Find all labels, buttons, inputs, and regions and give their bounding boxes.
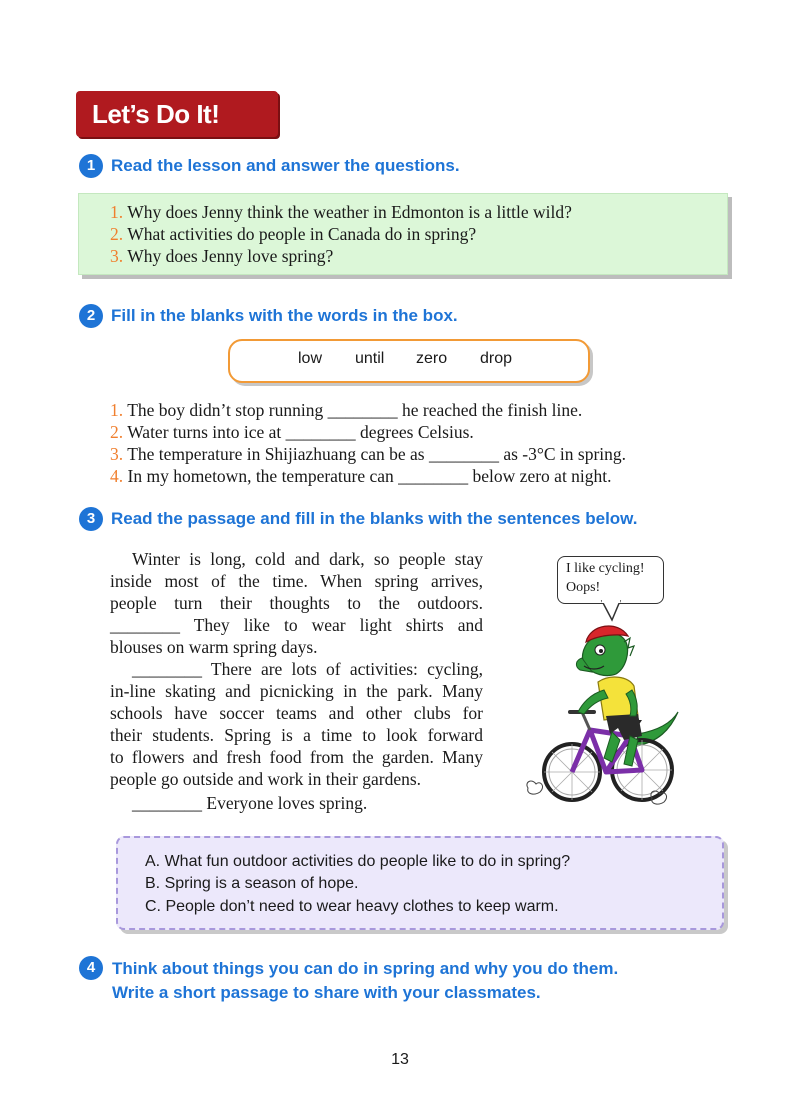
fill-item-1: [110, 399, 582, 421]
word-until: until: [355, 350, 385, 367]
question-number: 2.: [110, 224, 124, 244]
section-3-heading: Read the passage and fill in the blanks with the sentences below.: [111, 509, 638, 528]
fill-item-2: [110, 421, 474, 443]
passage-line: blouses on warm spring days.: [110, 637, 318, 657]
page-title: Let’s Do It!: [92, 99, 220, 129]
question-2: [110, 223, 476, 245]
item-number: 4.: [110, 466, 124, 486]
option-a: A. What fun outdoor activities do people like to do in spring?: [145, 853, 571, 870]
bubble-line-2: Oops!: [566, 580, 601, 595]
section-4-heading-line-1: Think about things you can do in spring and why you do them.: [112, 959, 619, 978]
word-box: [228, 339, 590, 383]
passage-line: people go outside and work in their gardens.: [110, 769, 422, 789]
section-3-number: 3: [79, 507, 103, 531]
page-number: 13: [391, 1051, 409, 1068]
item-number: 1.: [110, 400, 124, 420]
passage-line: people turn their thoughts to the outdoors.: [110, 593, 483, 613]
item-number: 2.: [110, 422, 124, 442]
passage-line: in-line skating and picnicking in the park. Many: [110, 681, 483, 701]
passage-line: ________ There are lots of activities: cycling,: [132, 659, 483, 679]
section-2-heading: Fill in the blanks with the words in the box.: [111, 306, 458, 325]
question-text: What activities do people in Canada do in spring?: [127, 224, 477, 244]
item-text: The boy didn’t stop running ________ he reached the finish line.: [127, 400, 583, 420]
item-number: 3.: [110, 444, 124, 464]
passage-line: ________ Everyone loves spring.: [132, 793, 368, 813]
fill-item-4: [110, 465, 612, 487]
item-text: Water turns into ice at ________ degrees Celsius.: [127, 422, 474, 442]
cycling-dinosaur-illustration: [520, 612, 680, 812]
passage-line: to flowers and fresh food from the garden. Many: [110, 747, 483, 767]
question-3: [110, 245, 333, 267]
word-low: low: [298, 350, 323, 367]
word-zero: zero: [416, 350, 448, 367]
item-text: In my hometown, the temperature can ________ below zero at night.: [127, 466, 612, 486]
passage-line: ________ They like to wear light shirts and: [110, 615, 483, 635]
section-4-heading-line-2: Write a short passage to share with your classmates.: [112, 983, 541, 1002]
question-text: Why does Jenny think the weather in Edmonton is a little wild?: [127, 202, 572, 222]
section-1-heading: Read the lesson and answer the questions.: [111, 156, 460, 175]
option-b: B. Spring is a season of hope.: [145, 875, 359, 892]
question-number: 3.: [110, 246, 124, 266]
bubble-line-1: I like cycling!: [566, 561, 645, 576]
question-1: [110, 201, 572, 223]
section-2-number: 2: [79, 304, 103, 328]
passage-line: Winter is long, cold and dark, so people stay: [132, 549, 483, 569]
question-text: Why does Jenny love spring?: [127, 246, 334, 266]
question-number: 1.: [110, 202, 124, 222]
section-4-number: 4: [79, 956, 103, 980]
word-drop: drop: [480, 350, 513, 367]
passage-line: their students. Spring is a time to look forward: [110, 725, 483, 745]
passage-line: inside most of the time. When spring arrives,: [110, 571, 483, 591]
option-c: C. People don’t need to wear heavy clothes to keep warm.: [145, 898, 559, 915]
item-text: The temperature in Shijiazhuang can be as ________ as -3°C in spring.: [127, 444, 627, 464]
section-1-number: 1: [79, 154, 103, 178]
passage-line: schools have soccer teams and other clubs for: [110, 703, 483, 723]
fill-item-3: [110, 443, 626, 465]
